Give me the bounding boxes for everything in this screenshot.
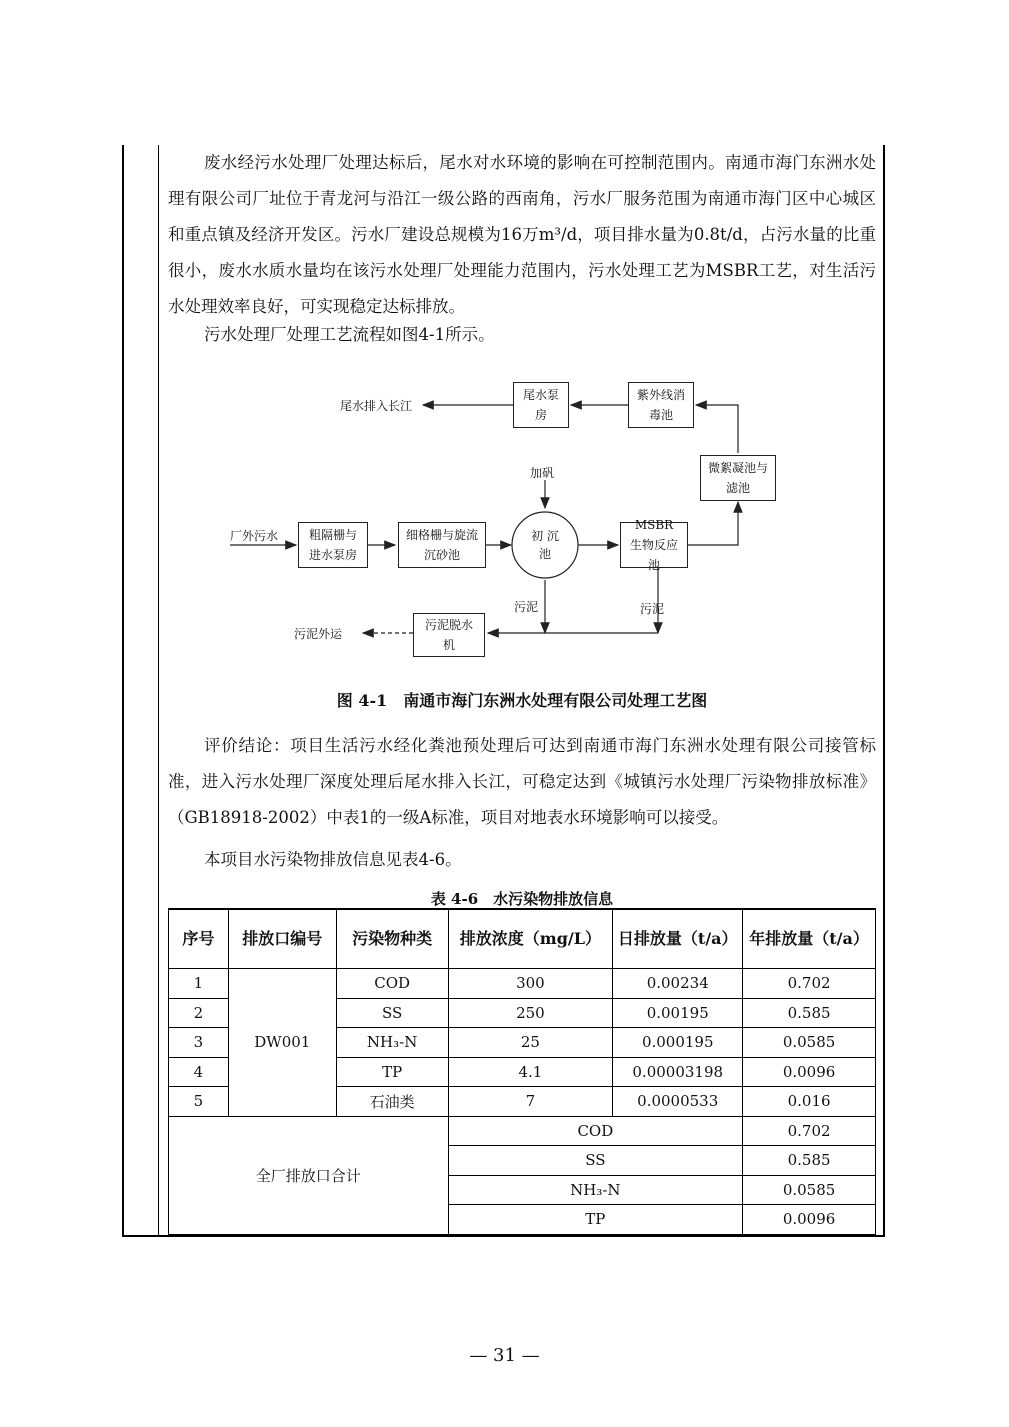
total-row	[169, 1116, 876, 1146]
cell-daily: 0.00003198	[613, 1057, 743, 1087]
cell-daily: 0.00195	[613, 998, 743, 1028]
cell-daily: 0.000195	[613, 1028, 743, 1058]
cell-no: 3	[169, 1028, 229, 1058]
paragraph-flow-reference: 污水处理厂处理工艺流程如图4-1所示。	[204, 325, 495, 344]
cell-pollutant: TP	[336, 1057, 448, 1087]
cell-pollutant: 石油类	[336, 1087, 448, 1117]
cell-total-pollutant: TP	[448, 1205, 743, 1235]
cell-total-annual: 0.702	[743, 1116, 876, 1146]
cell-annual: 0.0585	[743, 1028, 876, 1058]
table-row	[169, 969, 876, 999]
cell-total-annual: 0.585	[743, 1146, 876, 1176]
table-caption: 表 4-6 水污染物排放信息	[430, 890, 614, 908]
cell-total-pollutant: SS	[448, 1146, 743, 1176]
primary-tank-label: 初 沉 池	[531, 529, 559, 561]
cell-pollutant: SS	[336, 998, 448, 1028]
cell-concentration: 250	[448, 998, 613, 1028]
frame-divider	[158, 145, 159, 1237]
sludge-dewatering-box: 污泥脱水机	[413, 613, 485, 657]
cell-annual: 0.0096	[743, 1057, 876, 1087]
coarse-screen-box: 粗隔栅与进水泵房	[298, 522, 368, 568]
cell-concentration: 4.1	[448, 1057, 613, 1087]
sludge-label-primary: 污泥	[514, 600, 539, 614]
cell-no: 2	[169, 998, 229, 1028]
cell-total-pollutant: NH₃-N	[448, 1175, 743, 1205]
page-number: — 31 —	[469, 1345, 540, 1366]
cell-annual: 0.016	[743, 1087, 876, 1117]
tail-water-pump-box: 尾水泵房	[513, 382, 569, 428]
header-no: 序号	[169, 909, 229, 969]
header-outlet-id: 排放口编号	[228, 909, 336, 969]
paragraph-conclusion: 评价结论：项目生活污水经化粪池预处理后可达到南通市海门东洲水处理有限公司接管标准，进入污水处理厂深度处理后尾水排入长江，可稳定达到《城镇污水处理厂污染物排放标准》（GB18918-2002）中表1的一级A标准，项目对地表水环境影响可以接受。	[168, 736, 876, 827]
header-daily-emission: 日排放量（t/a）	[613, 909, 743, 969]
cell-pollutant: NH₃-N	[336, 1028, 448, 1058]
cell-annual: 0.585	[743, 998, 876, 1028]
sludge-out-label: 污泥外运	[294, 627, 343, 641]
cell-daily: 0.0000533	[613, 1087, 743, 1117]
fine-screen-box: 细格栅与旋流沉砂池	[398, 522, 486, 568]
cell-daily: 0.00234	[613, 969, 743, 999]
paragraph-wastewater-treatment: 废水经污水处理厂处理达标后，尾水对水环境的影响在可控制范围内。南通市海门东洲水处理有限公司厂址位于青龙河与沿江一级公路的西南角，污水厂服务范围为南通市海门区中心城区和重点镇及经济开发区。污水厂建设总规模为16万m³/d，项目排水量为0.8t/d，占污水量的比重很小，废水水质水量均在该污水处理厂处理能力范围内，污水处理工艺为MSBR工艺，对生活污水处理效率良好，可实现稳定达标排放。	[168, 153, 876, 316]
cell-total-annual: 0.0585	[743, 1175, 876, 1205]
inlet-label: 厂外污水	[230, 529, 279, 543]
cell-outlet-id: DW001	[228, 969, 336, 1117]
cell-concentration: 7	[448, 1087, 613, 1117]
outlet-label: 尾水排入长江	[340, 399, 413, 413]
process-flow-diagram	[168, 368, 876, 668]
flocculation-filter-box: 微絮凝池与滤池	[700, 455, 776, 501]
cell-no: 4	[169, 1057, 229, 1087]
cell-concentration: 25	[448, 1028, 613, 1058]
cell-pollutant: COD	[336, 969, 448, 999]
figure-caption: 图 4-1 南通市海门东洲水处理有限公司处理工艺图	[336, 691, 708, 710]
header-concentration: 排放浓度（mg/L）	[448, 909, 613, 969]
cell-concentration: 300	[448, 969, 613, 999]
paragraph-table-intro: 本项目水污染物排放信息见表4-6。	[204, 850, 462, 869]
cell-no: 1	[169, 969, 229, 999]
header-annual-emission: 年排放量（t/a）	[743, 909, 876, 969]
emission-table	[168, 908, 876, 1235]
msbr-reactor-box: MSBR 生物反应池	[620, 522, 688, 568]
cell-total-label: 全厂排放口合计	[169, 1116, 449, 1234]
cell-total-pollutant: COD	[448, 1116, 743, 1146]
cell-total-annual: 0.0096	[743, 1205, 876, 1235]
header-pollutant: 污染物种类	[336, 909, 448, 969]
table-header-row	[169, 909, 876, 969]
uv-disinfection-box: 紫外线消毒池	[628, 382, 694, 428]
sludge-label-msbr: 污泥	[640, 602, 665, 616]
cell-annual: 0.702	[743, 969, 876, 999]
cell-no: 5	[169, 1087, 229, 1117]
dosing-label: 加矾	[530, 466, 555, 480]
